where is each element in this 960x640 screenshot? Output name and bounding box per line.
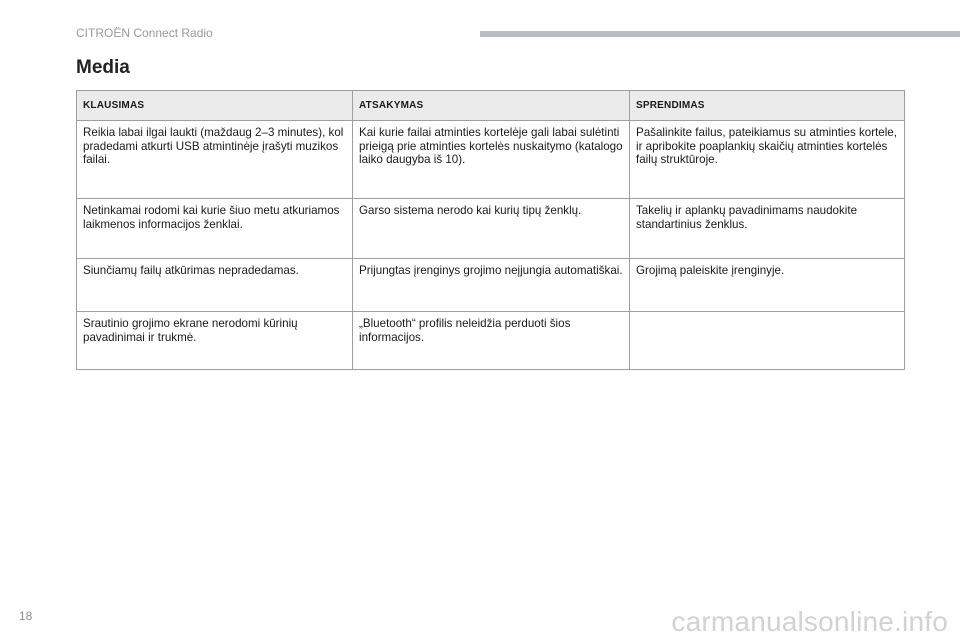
- header-title: CITROËN Connect Radio: [76, 26, 213, 40]
- answer-cell: Prijungtas įrenginys grojimo neįjungia automatiškai.: [353, 259, 630, 312]
- page-number: 18: [19, 609, 33, 623]
- solution-cell: Pašalinkite failus, pateikiamus su atminties kortele, ir apribokite poaplankių skaičių atminties kortelės failų struktūroje.: [630, 121, 905, 199]
- column-header-solution: SPRENDIMAS: [630, 91, 905, 121]
- answer-cell: Garso sistema nerodo kai kurių tipų ženklų.: [353, 199, 630, 259]
- question-cell: Reikia labai ilgai laukti (maždaug 2–3 minutes), kol pradedami atkurti USB atmintinėje įrašyti muzikos failai.: [77, 121, 353, 199]
- question-cell: Siunčiamų failų atkūrimas nepradedamas.: [77, 259, 353, 312]
- header-rule: [480, 31, 960, 37]
- table-row: [77, 312, 905, 370]
- column-header-question: KLAUSIMAS: [77, 91, 353, 121]
- solution-cell: Takelių ir aplankų pavadinimams naudokite standartinius ženklus.: [630, 199, 905, 259]
- question-cell: Srautinio grojimo ekrane nerodomi kūrinių pavadinimai ir trukmė.: [77, 312, 353, 370]
- watermark: carmanualsonline.info: [671, 606, 948, 637]
- table-row: [77, 121, 905, 199]
- faq-table: [76, 90, 905, 370]
- answer-cell: „Bluetooth“ profilis neleidžia perduoti šios informacijos.: [353, 312, 630, 370]
- table-header-row: [77, 91, 905, 121]
- answer-cell: Kai kurie failai atminties kortelėje gali labai sulėtinti prieigą prie atminties kortelės nuskaitymo (katalogo laiko daugyba iš 10).: [353, 121, 630, 199]
- solution-cell: [630, 312, 905, 370]
- column-header-answer: ATSAKYMAS: [353, 91, 630, 121]
- table-row: [77, 199, 905, 259]
- section-title: Media: [76, 57, 130, 78]
- question-cell: Netinkamai rodomi kai kurie šiuo metu atkuriamos laikmenos informacijos ženklai.: [77, 199, 353, 259]
- solution-cell: Grojimą paleiskite įrenginyje.: [630, 259, 905, 312]
- table-row: [77, 259, 905, 312]
